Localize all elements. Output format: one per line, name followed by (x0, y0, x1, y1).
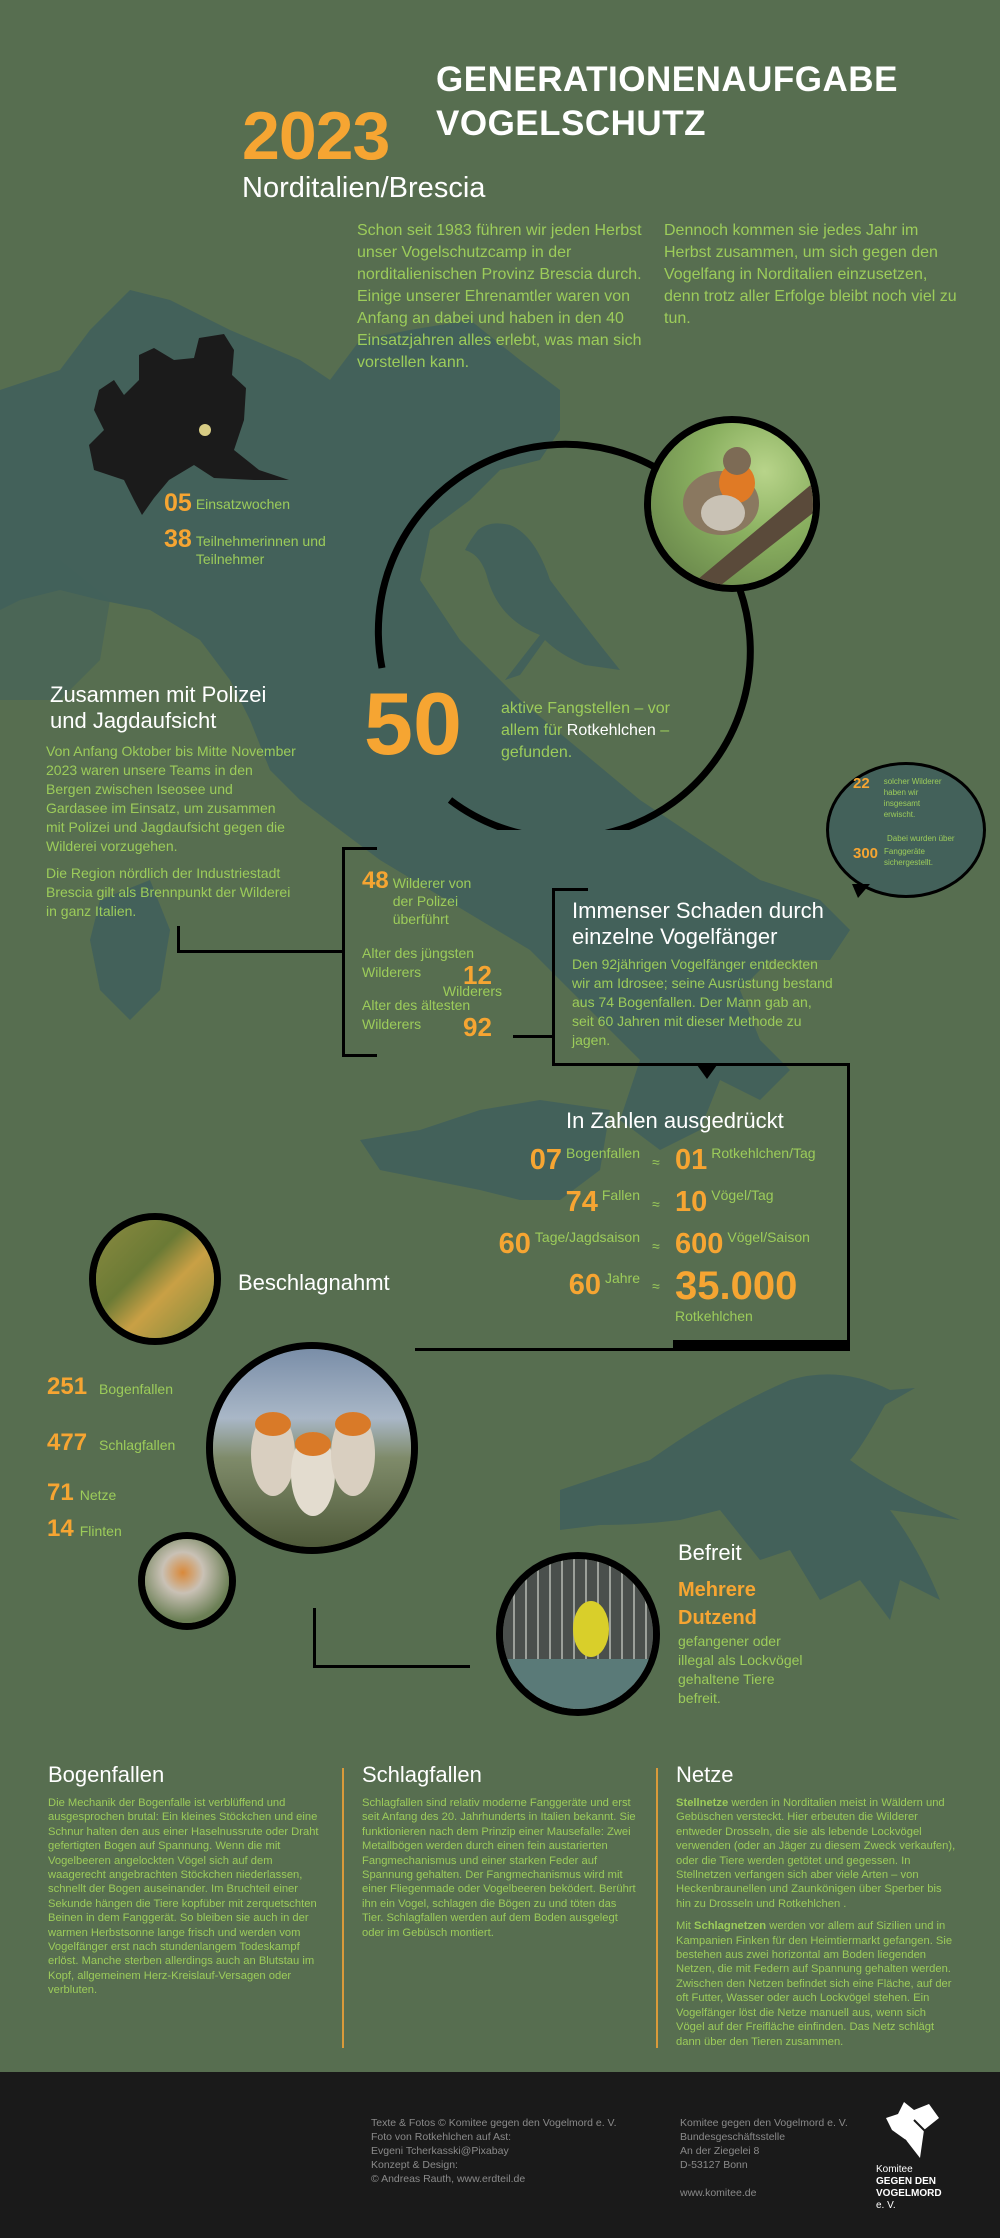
column-heading: Schlagfallen (362, 1762, 482, 1787)
schaden-text: Den 92jährigen Vogelfänger entdeckten wir am Idrosee; seine Ausrüstung bestand aus 74 Bogenfallen. Der Mann gab an, seit 60 Jahren mit dieser Methode zu jagen. (572, 956, 833, 1048)
logo-text: e. V. (876, 2200, 896, 2211)
logo-text: VOGELMORD (876, 2188, 942, 2199)
stat-label: Teilnehmerinnen und Teilnehmer (195, 533, 326, 567)
info-column-schlagfallen (362, 1762, 637, 1948)
column-paragraph (676, 1796, 956, 1911)
oldest-value: 92 (463, 1012, 492, 1042)
zahlen-heading: In Zahlen ausgedrückt (566, 1108, 784, 1133)
polizei-para-1: Von Anfang Oktober bis Mitte November 2023 waren unsere Teams in den Bergen zwischen Iseosee und Gardasee im Einsatz, um zusammen mit Polizei und Jagdaufsicht gegen die Wilderei vorzugehen. (46, 743, 296, 854)
stat-label: Einsatzwochen (195, 496, 290, 512)
bubble-devices (853, 846, 944, 868)
column-paragraph (676, 1919, 956, 2049)
beschlagnahmt-heading: Beschlagnahmt (238, 1270, 390, 1295)
zahlen-big-value: 35.000 (675, 1264, 798, 1308)
paragraph-text: werden vor allem auf Sizilien und in Kampanien Finken für den Heimtiermarkt gefangen. Sie bestehen aus zwei horizontal am Boden liegenden Netzen, die mit Federn auf Spannung gehalten werden. Zwischen den Netzen befindet sich eine Fläche, auf der oft Futter, Wasser oder auch Lockvögel stehen. Ein Vogelfänger löst die Netze manuell aus, wenn sich Vögel auf der Freifläche einfinden. Das Netz schlägt dann über den Tieren zusammen. (676, 1920, 953, 2048)
connector-line (313, 1608, 316, 1668)
zahlen-value: 60 (498, 1228, 531, 1260)
connector-line (513, 1035, 553, 1038)
column-divider (656, 1768, 658, 2048)
polizei-text (46, 742, 296, 921)
bracket-line (342, 847, 377, 850)
bracket-line (847, 1063, 850, 1351)
stat-value: 14 (47, 1515, 74, 1542)
zahlen-label: Rotkehlchen (675, 1308, 753, 1324)
column-divider (342, 1768, 344, 2048)
intro-text-left: Schon seit 1983 führen wir jeden Herbst unser Vogelschutzcamp in der norditalienischen Provinz Brescia durch. Einige unserer Ehrenamtler waren von Anfang an dabei und haben in den 40 Einsatzjahren alles erlebt, was man sich vorstellen kann. (357, 222, 642, 371)
column-paragraph: Die Mechanik der Bogenfalle ist verblüffend und ausgesprochen brutal: Ein kleines Stöckchen und eine Schnur halten den aus einer Haselnussrute oder Draht gefertigten Bogen auf Spannung. Wenn die mit Vogelbeeren angelockten Vögel sich auf dem waagerecht angebrachten Stöckchen niederlassen, schnellt der Bogen auseinander. Im Bruchteil einer Sekunde hängen die Tiere kopfüber mit zerquetschten Beinen in dem Fanggerät. So bleiben sie auch in der warmen Herbstsonne lange frisch und werden vom Vogelfänger erst nach stundenlangem Todeskampf erlöst. Manche sterben allerdings auch an Blutstau im Kopf, allgemeinem Herz-Kreislauf-Versagen oder verbluten. (48, 1797, 319, 1997)
caged-bird-photo (496, 1552, 660, 1716)
beschlagnahmt-item (47, 1514, 122, 1544)
beschlagnahmt-item (47, 1372, 173, 1402)
bubble-middle-text: Dabei wurden über (887, 834, 955, 843)
approx-symbol: ≈ (652, 1196, 660, 1212)
brescia-marker (199, 424, 211, 436)
zahlen-value: 600 (675, 1228, 724, 1260)
polizei-heading: Zusammen mit Polizei und Jagdaufsicht (50, 682, 267, 733)
credit-line: Evgeni Tcherkasski@Pixabay (371, 2145, 509, 2157)
stat-value: 22 (853, 775, 870, 792)
zahlen-value: 74 (565, 1186, 598, 1218)
zahlen-label: Vögel/Saison (727, 1229, 810, 1245)
address-line: Bundesgeschäftsstelle (680, 2131, 786, 2143)
zahlen-value: 07 (529, 1144, 563, 1176)
fangstellen-highlight: Rotkehlchen (566, 722, 656, 739)
address-line: D-53127 Bonn (680, 2159, 748, 2171)
robin-photo (644, 416, 820, 592)
bracket-line (342, 1054, 377, 1057)
column-heading: Netze (676, 1762, 734, 1787)
befreit-highlight-line-2: Dutzend (678, 1607, 757, 1629)
address-line: An der Ziegelei 8 (680, 2145, 760, 2157)
logo-text: Komitee (876, 2164, 913, 2175)
trap-photo-3 (138, 1532, 236, 1630)
stat-label: solcher Wilderer haben wir insgesamt erwischt. (883, 777, 942, 819)
stat-value: 71 (47, 1479, 74, 1506)
befreit-heading: Befreit (678, 1540, 742, 1565)
info-column-netze (676, 1762, 956, 2057)
zahlen-label: Vögel/Tag (711, 1187, 774, 1203)
stat-label: Bogenfallen (99, 1381, 173, 1397)
beschlagnahmt-item (47, 1478, 116, 1508)
befreit-highlight-line-1: Mehrere (678, 1579, 756, 1601)
page-title (436, 58, 898, 146)
credit-line: Foto von Rotkehlchen auf Ast: (371, 2131, 512, 2143)
bracket-line (552, 888, 588, 891)
zahlen-label: Fallen (601, 1187, 640, 1203)
trap-photo-1 (89, 1213, 221, 1345)
intro-text-right: Dennoch kommen sie jedes Jahr im Herbst zusammen, um sich gegen den Vogelfang in Norditalien einzusetzen, denn trotz aller Erfolge bleibt noch viel zu tun. (664, 222, 957, 327)
credit-line: Texte & Fotos © Komitee gegen den Vogelmord e. V. (371, 2117, 617, 2129)
bubble-caught (853, 776, 954, 820)
stat-label: Wilderer von der Polizei überführt (392, 875, 472, 927)
zahlen-value: 60 (568, 1269, 601, 1301)
credit-line: Konzept & Design: (371, 2159, 458, 2171)
zahlen-label: Jahre (604, 1270, 640, 1286)
stat-value: 300 (853, 845, 879, 862)
zahlen-row-2-right (675, 1187, 774, 1217)
credit-line: © Andreas Rauth, www.erdteil.de (371, 2173, 526, 2185)
bold-term: Stellnetze (676, 1797, 729, 1809)
bird-logo-icon (884, 2100, 944, 2162)
region-subtitle: Norditalien/Brescia (242, 172, 486, 204)
zahlen-label: Tage/Jagdsaison (534, 1229, 640, 1245)
zahlen-value: 10 (675, 1186, 708, 1218)
stat-value: 38 (164, 525, 192, 553)
approx-symbol: ≈ (652, 1278, 660, 1294)
befreit-highlight (678, 1576, 757, 1632)
fangstellen-description (501, 698, 701, 764)
befreit-text: gefangener oder illegal als Lockvögel gehaltene Tiere befreit. (678, 1633, 803, 1706)
zahlen-row-4-left (569, 1270, 640, 1300)
stat-value: 251 (47, 1373, 88, 1400)
title-line-2: VOGELSCHUTZ (436, 104, 706, 143)
column-heading: Bogenfallen (48, 1762, 165, 1787)
year-label: 2023 (242, 98, 390, 174)
title-line-1: GENERATIONENAUFGABE (436, 60, 898, 99)
approx-symbol: ≈ (652, 1154, 660, 1170)
stat-convicted (362, 866, 493, 928)
paragraph-text: Mit (676, 1920, 695, 1933)
info-column-bogenfallen (48, 1762, 323, 2006)
stat-label: Fanggeräte sichergestellt. (884, 847, 933, 867)
stat-label: Schlagfallen (99, 1437, 176, 1453)
footer-credits (371, 2116, 617, 2186)
zahlen-label: Bogenfallen (566, 1145, 640, 1161)
zahlen-row-1-right (675, 1145, 816, 1175)
stat-label: Flinten (79, 1523, 122, 1539)
zahlen-row-4-right (675, 1264, 797, 1324)
polizei-para-2: Die Region nördlich der Industriestadt Brescia gilt als Brennpunkt der Wilderei in ganz Italien. (46, 865, 291, 919)
column-paragraph: Schlagfallen sind relativ moderne Fanggeräte und erst seit Anfang des 20. Jahrhunderts in Italien bekannt. Sie funktionieren nach dem Prinzip einer Mausefalle: Zwei Metallbögen werden durch einen fein austarierten Fangmechanismus und einer starken Feder auf Spannung gehalten. Der Fangmechanismus wird mit einer Fliegenmade oder Vogelbeeren beködert. Berührt ihn ein Vogel, schlagen die Bögen zu und töten das Tier. Schlagfallen werden auf dem Boden ausgelegt oder im Gebüsch montiert. (362, 1797, 636, 1939)
schaden-heading: Immenser Schaden durch einzelne Vogelfänger (572, 898, 824, 949)
connector-line (313, 1665, 470, 1668)
stat-value: 477 (47, 1429, 88, 1456)
connector-line (177, 950, 343, 953)
stat-teilnehmer (164, 524, 346, 568)
logo-text: GEGEN DEN (876, 2176, 937, 2187)
zahlen-row-3-right (675, 1229, 810, 1259)
bubble-tail (852, 884, 870, 898)
komitee-logo (876, 2100, 966, 2212)
pointer-triangle (697, 1065, 717, 1079)
beschlagnahmt-item (47, 1428, 175, 1458)
footer-address (680, 2116, 848, 2200)
stat-label: Alter des jüngsten Wilderers (362, 945, 475, 980)
bracket-line (552, 888, 555, 1066)
connector-line (177, 926, 180, 952)
fangstellen-text-after: – gefunden. (501, 722, 670, 761)
footer (0, 2072, 1000, 2238)
zahlen-label: Rotkehlchen/Tag (711, 1145, 816, 1161)
paragraph-text: werden in Norditalien meist in Wäldern und Gebüschen versteckt. Hier erbeuten die Wilderer entweder Drosseln, die sie als lebende Lockvögel verwenden (oder an Jäger zu diesem Zweck verkaufen), oder die Tiere werden getötet und gegessen. In Stellnetzen verfangen sich aber viele Arten – von Heckenbraunellen und Zaunkönigen über Sperber bis hin zu Drosseln und Rotkehlchen . (676, 1797, 956, 1910)
zahlen-value: 01 (675, 1144, 708, 1176)
website-link[interactable]: www.komitee.de (680, 2187, 757, 2199)
zahlen-row-1-left (530, 1145, 640, 1175)
stat-label-suffix: Wilderers (442, 983, 502, 999)
bracket-line (342, 847, 345, 1057)
fangstellen-text-before: aktive Fangstellen – vor allem für (501, 700, 670, 739)
stat-einsatzwochen (164, 488, 290, 518)
fangstellen-value: 50 (364, 674, 462, 773)
stat-label: Netze (79, 1487, 117, 1503)
stat-label: Alter des ältesten Wilderers (362, 997, 471, 1032)
stat-value: 05 (164, 489, 192, 517)
address-line: Komitee gegen den Vogelmord e. V. (680, 2117, 848, 2129)
stat-value: 48 (362, 867, 389, 894)
zahlen-row-2-left (566, 1187, 640, 1217)
youngest-value: 12 (463, 960, 492, 990)
bold-term: Schlagnetzen (694, 1920, 767, 1933)
trap-photo-2 (206, 1342, 418, 1554)
zahlen-row-3-left (499, 1229, 640, 1259)
approx-symbol: ≈ (652, 1238, 660, 1254)
